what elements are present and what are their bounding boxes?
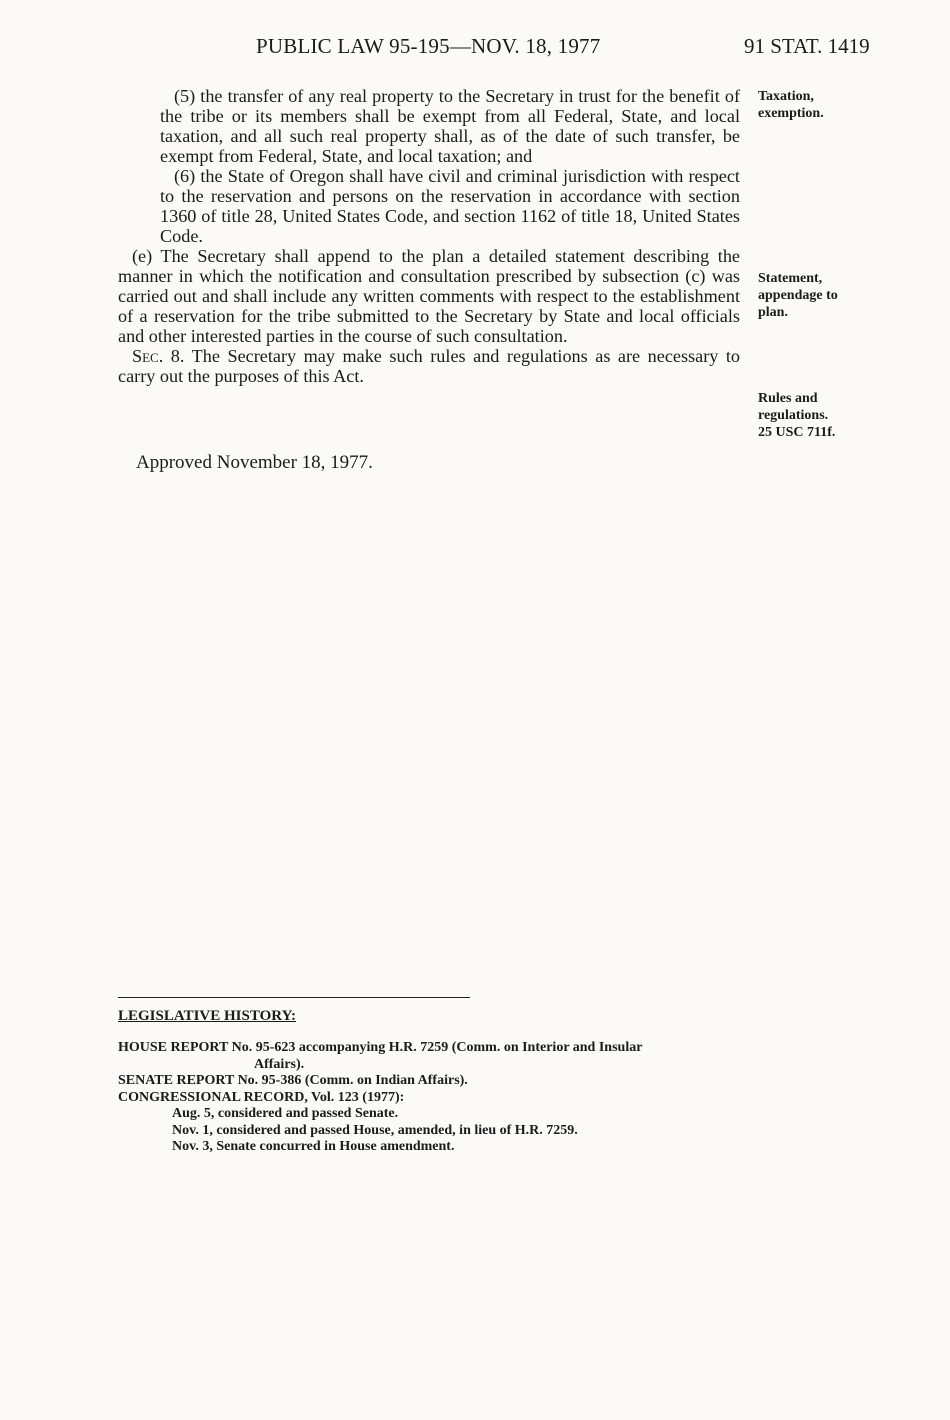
- margin-note-line: appendage to: [758, 288, 838, 303]
- legislative-history-title: LEGISLATIVE HISTORY:: [118, 1008, 297, 1024]
- congressional-record: CONGRESSIONAL RECORD, Vol. 123 (1977):: [118, 1089, 405, 1105]
- record-entry: Nov. 3, Senate concurred in House amendment.: [172, 1139, 455, 1154]
- senate-report: SENATE REPORT No. 95-386 (Comm. on Indian Affairs).: [118, 1073, 468, 1088]
- running-head-title: PUBLIC LAW 95-195—NOV. 18, 1977: [256, 34, 601, 58]
- margin-note-statement: [758, 270, 878, 321]
- legislative-history: [118, 1040, 748, 1156]
- paragraph-5: (5) the transfer of any real property to the Secretary in trust for the benefit of the tribe or its members shall be exempt from all Federal, State, and local taxation, and all such real property shall, as of the date of such transfer, be exempt from Federal, State, and local taxation; and: [160, 86, 740, 166]
- record-entry: Aug. 5, considered and passed Senate.: [172, 1106, 399, 1121]
- margin-note-line: 25 USC 711f.: [758, 425, 836, 440]
- house-report: HOUSE REPORT No. 95-623 accompanying H.R. 7259 (Comm. on Interior and Insular: [118, 1040, 643, 1055]
- margin-note-line: Taxation,: [758, 89, 814, 104]
- margin-note-line: Rules and: [758, 391, 818, 406]
- margin-note-taxation: [758, 88, 878, 122]
- paragraph-6: (6) the State of Oregon shall have civil and criminal jurisdiction with respect to the reservation and persons on the reservation in accordance with section 1360 of title 28, United States Code, and section 1162 of title 18, United States Code.: [160, 166, 740, 246]
- divider-rule: [118, 997, 470, 998]
- section-8: [118, 346, 740, 386]
- margin-note-rules: [758, 390, 878, 441]
- margin-note-line: exemption.: [758, 106, 824, 121]
- margin-note-line: regulations.: [758, 408, 829, 423]
- record-entry: Nov. 1, considered and passed House, amended, in lieu of H.R. 7259.: [172, 1122, 578, 1138]
- statute-page-number: 91 STAT. 1419: [744, 34, 870, 58]
- section-8-text: The Secretary may make such rules and regulations as are necessary to carry out the purposes of this Act.: [118, 346, 741, 386]
- margin-note-line: Statement,: [758, 271, 823, 286]
- house-report-continued: Affairs).: [254, 1056, 305, 1072]
- approval-date: Approved November 18, 1977.: [136, 452, 373, 473]
- law-text-body: [118, 86, 740, 386]
- subsection-e: (e) The Secretary shall append to the plan a detailed statement describing the manner in which the notification and consultation prescribed by subsection (c) was carried out and shall include any written comments with respect to the establishment of a reservation for the tribe submitted to the Secretary by State and local officials and other interested parties in the course of such consultation.: [118, 246, 740, 346]
- section-8-label: Sec. 8.: [132, 346, 185, 366]
- margin-note-line: plan.: [758, 305, 788, 320]
